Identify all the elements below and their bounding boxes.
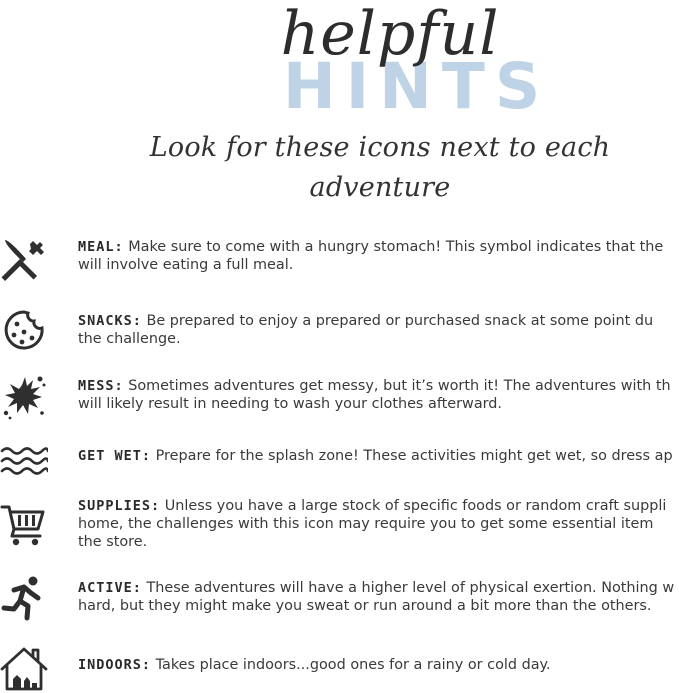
hint-line: the challenge.	[78, 331, 181, 347]
title-helpful: helpful	[280, 0, 500, 69]
hint-description: Be prepared to enjoy a prepared or purchased snack at some point du	[146, 313, 654, 329]
hint-label: SNACKS:	[78, 313, 142, 329]
hint-line: will likely result in needing to wash your clothes afterward.	[78, 396, 503, 412]
hint-text	[78, 238, 679, 274]
hint-label: INDOORS:	[78, 657, 152, 673]
hint-description: Unless you have a large stock of specific foods or random craft suppli	[164, 498, 667, 514]
hint-description: Takes place indoors...good ones for a rainy or cold day.	[155, 657, 551, 673]
hint-line	[78, 497, 679, 515]
hint-text	[78, 497, 679, 551]
hint-line: home, the challenges with this icon may require you to get some essential item	[78, 516, 654, 532]
splat-icon	[0, 373, 48, 421]
title-hints: HINTS	[283, 50, 551, 123]
hint-text	[78, 579, 679, 615]
hint-line: hard, but they might make you sweat or run around a bit more than the others.	[78, 598, 652, 614]
house-icon	[0, 645, 48, 693]
hint-label: MEAL:	[78, 239, 124, 255]
hint-description: Make sure to come with a hungry stomach! This symbol indicates that the	[128, 239, 664, 255]
hint-label: GET WET:	[78, 448, 152, 464]
hint-description: Sometimes adventures get messy, but it’s worth it! The adventures with th	[128, 378, 671, 394]
hint-text	[78, 656, 679, 674]
hint-line: will involve eating a full meal.	[78, 257, 294, 273]
hint-line	[78, 238, 679, 256]
hint-text	[78, 447, 679, 465]
cart-icon	[0, 501, 48, 549]
runner-icon	[0, 575, 48, 623]
subtitle: Look for these icons next to each adventure	[149, 132, 611, 203]
waves-icon	[0, 439, 48, 487]
hint-line	[78, 377, 679, 395]
hint-line	[78, 656, 679, 674]
hint-text	[78, 312, 679, 348]
hint-line: the store.	[78, 534, 148, 550]
hint-label: MESS:	[78, 378, 124, 394]
cookie-icon	[0, 306, 48, 354]
hint-line	[78, 579, 679, 597]
fork-knife-icon	[0, 236, 48, 284]
hint-line	[78, 312, 679, 330]
header	[0, 0, 679, 203]
hint-description: These adventures will have a higher level of physical exertion. Nothing w	[146, 580, 675, 596]
hint-line	[78, 447, 679, 465]
hint-label: ACTIVE:	[78, 580, 142, 596]
hint-text	[78, 377, 679, 413]
hint-label: SUPPLIES:	[78, 498, 161, 514]
hint-description: Prepare for the splash zone! These activities might get wet, so dress ap	[155, 448, 673, 464]
